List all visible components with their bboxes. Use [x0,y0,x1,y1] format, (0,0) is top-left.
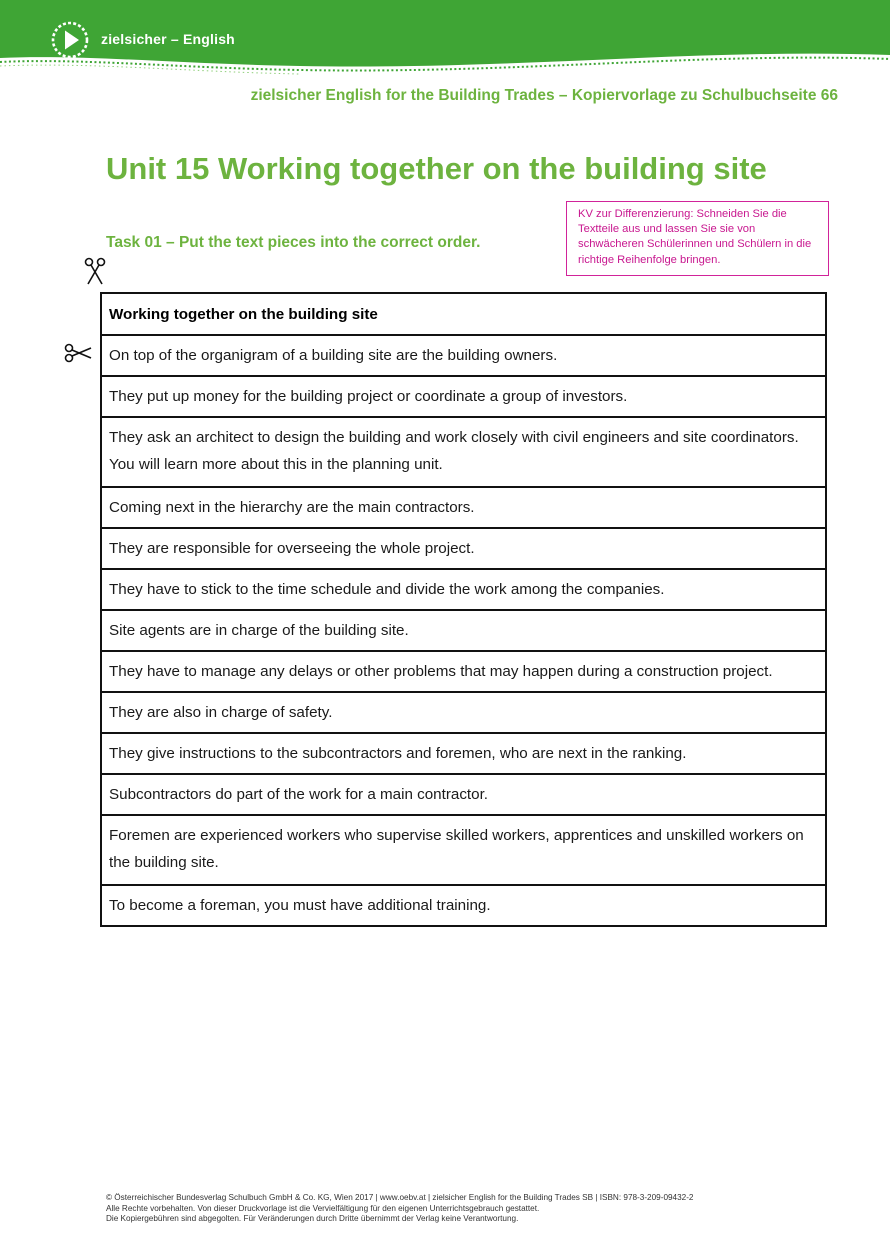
footer-line: © Österreichischer Bundesverlag Schulbuch GmbH & Co. KG, Wien 2017 | www.oebv.at | zielsicher English for the Building Trades SB | ISBN: 978-3-209-09432-2 [106,1193,694,1202]
footer-line: Alle Rechte vorbehalten. Von dieser Druckvorlage ist die Vervielfältigung für den eigenen Unterrichtsgebrauch gestattet. [106,1203,540,1213]
table-row [101,487,826,528]
table-row [101,335,826,376]
table-row [101,651,826,692]
copyright-footer [106,1193,694,1225]
text-strip: They ask an architect to design the building and work closely with civil engineers and site coordinators. You will learn more about this in the planning unit. [101,417,826,487]
text-strip: They put up money for the building project or coordinate a group of investors. [101,376,826,417]
task-title: Task 01 – Put the text pieces into the correct order. [106,234,481,251]
table-row [101,417,826,487]
teacher-note-box [566,201,829,276]
footer-line: Die Kopiergebühren sind abgegolten. Für Veränderungen durch Dritte übernimmt der Verlag keine Verantwortung. [106,1214,519,1224]
text-strip: To become a foreman, you must have additional training. [101,885,826,926]
table-row [101,376,826,417]
scissors-icon [64,343,92,363]
text-strip: Site agents are in charge of the building site. [101,610,826,651]
text-strip: On top of the organigram of a building site are the building owners. [101,335,826,376]
table-row [101,692,826,733]
text-strip: Foremen are experienced workers who supervise skilled workers, apprentices and unskilled workers on the building site. [101,815,826,885]
table-row [101,733,826,774]
teacher-note-text: KV zur Differenzierung: Schneiden Sie die Textteile aus und lassen Sie sie von schwächeren Schülerinnen und Schülern in die richtige Reihenfolge bringen. [578,208,812,266]
table-row [101,610,826,651]
text-strip: They have to manage any delays or other problems that may happen during a construction project. [101,651,826,692]
text-strip: They are also in charge of safety. [101,692,826,733]
text-strip: Subcontractors do part of the work for a main contractor. [101,774,826,815]
strip-title: Working together on the building site [101,293,826,335]
page-header: zielsicher English for the Building Trades – Kopiervorlage zu Schulbuchseite 66 [250,87,838,104]
text-strip: They have to stick to the time schedule and divide the work among the companies. [101,569,826,610]
cut-out-strips-table [100,292,827,927]
text-strip: They give instructions to the subcontractors and foremen, who are next in the ranking. [101,733,826,774]
table-row [101,293,826,335]
scissors-icon [84,257,106,285]
table-row [101,528,826,569]
play-circle-icon [50,20,90,60]
table-row [101,885,826,926]
table-row [101,815,826,885]
table-row [101,774,826,815]
text-strip: Coming next in the hierarchy are the main contractors. [101,487,826,528]
page-title: Unit 15 Working together on the building site [106,151,767,186]
brand-name: zielsicher – English [101,31,235,47]
text-strip: They are responsible for overseeing the whole project. [101,528,826,569]
table-row [101,569,826,610]
